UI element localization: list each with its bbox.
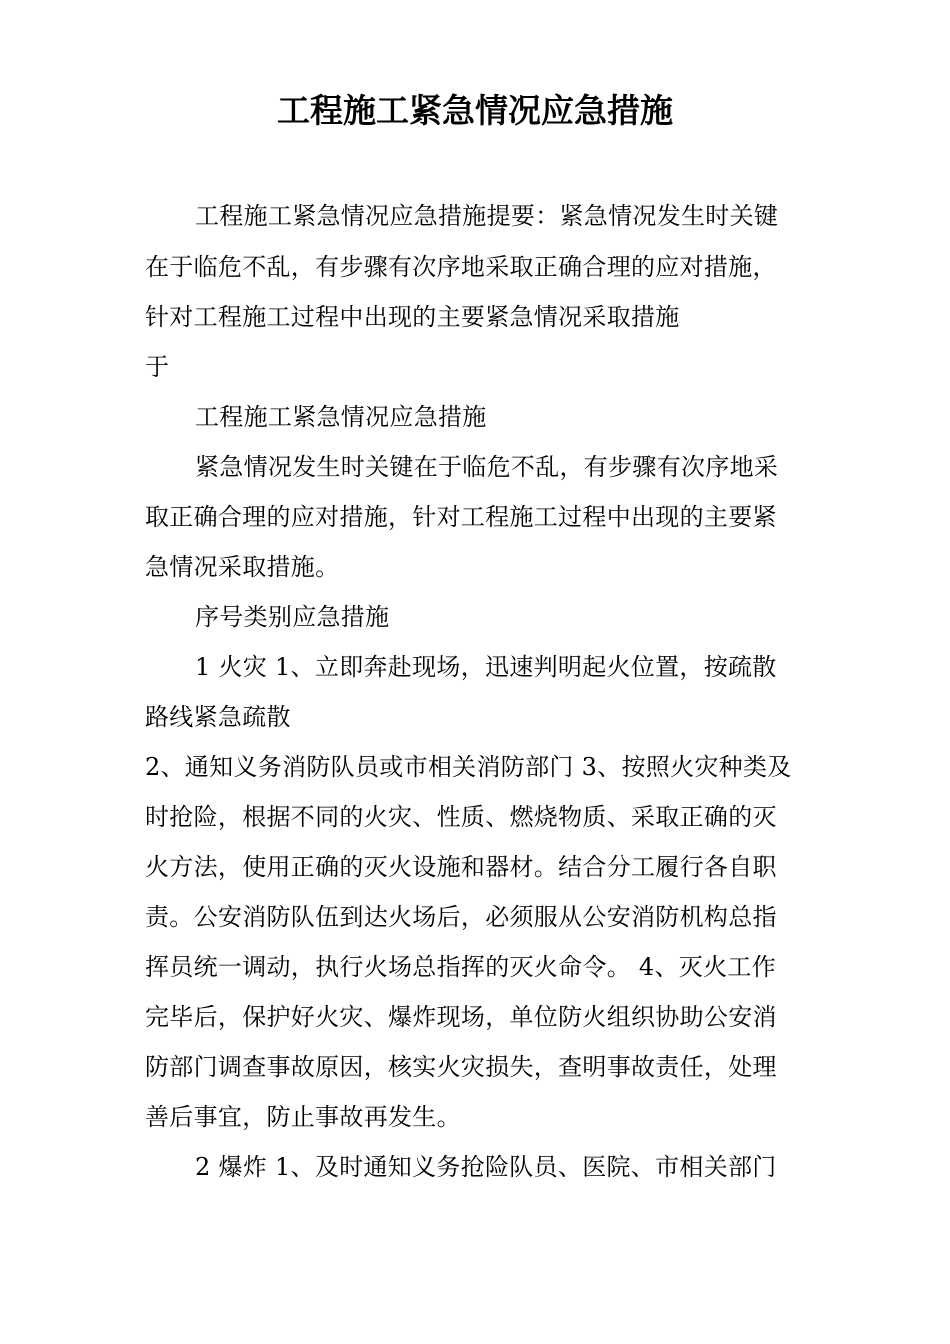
- paragraph-line: 针对工程施工过程中出现的主要紧急情况采取措施: [145, 303, 680, 331]
- paragraph-line: 紧急情况发生时关键在于临危不乱，有步骤有次序地采: [195, 453, 779, 481]
- paragraph-line: 于: [145, 353, 170, 381]
- paragraph-line: 急情况采取措施。: [145, 553, 340, 581]
- paragraph-line: 2、通知义务消防队员或市相关消防部门 3、按照火灾种类及: [145, 753, 792, 781]
- paragraph-line: 责。公安消防队伍到达火场后，必须服从公安消防机构总指: [145, 903, 777, 931]
- paragraph-line: 1 火灾 1、立即奔赴现场，迅速判明起火位置，按疏散: [195, 653, 777, 681]
- paragraph-line: 善后事宜，防止事故再发生。: [145, 1103, 461, 1131]
- paragraph-line: 火方法，使用正确的灭火设施和器材。结合分工履行各自职: [145, 853, 777, 881]
- document-title: 工程施工紧急情况应急措施: [277, 91, 673, 130]
- paragraph-line: 时抢险，根据不同的火灾、性质、燃烧物质、采取正确的灭: [145, 803, 777, 831]
- paragraph-line: 工程施工紧急情况应急措施: [195, 403, 487, 431]
- paragraph-line: 防部门调查事故原因，核实火灾损失，查明事故责任，处理: [145, 1053, 777, 1081]
- paragraph-line: 2 爆炸 1、及时通知义务抢险队员、医院、市相关部门: [195, 1153, 777, 1181]
- paragraph-line: 完毕后，保护好火灾、爆炸现场，单位防火组织协助公安消: [145, 1003, 777, 1031]
- paragraph-line: 在于临危不乱，有步骤有次序地采取正确合理的应对措施，: [145, 253, 777, 281]
- paragraph-line: 取正确合理的应对措施，针对工程施工过程中出现的主要紧: [145, 503, 777, 531]
- paragraph-line: 挥员统一调动，执行火场总指挥的灭火命令。 4、灭火工作: [145, 953, 776, 981]
- paragraph-line: 路线紧急疏散: [145, 703, 291, 731]
- paragraph-line: 序号类别应急措施: [195, 603, 390, 631]
- paragraph-line: 工程施工紧急情况应急措施提要：紧急情况发生时关键: [195, 202, 779, 230]
